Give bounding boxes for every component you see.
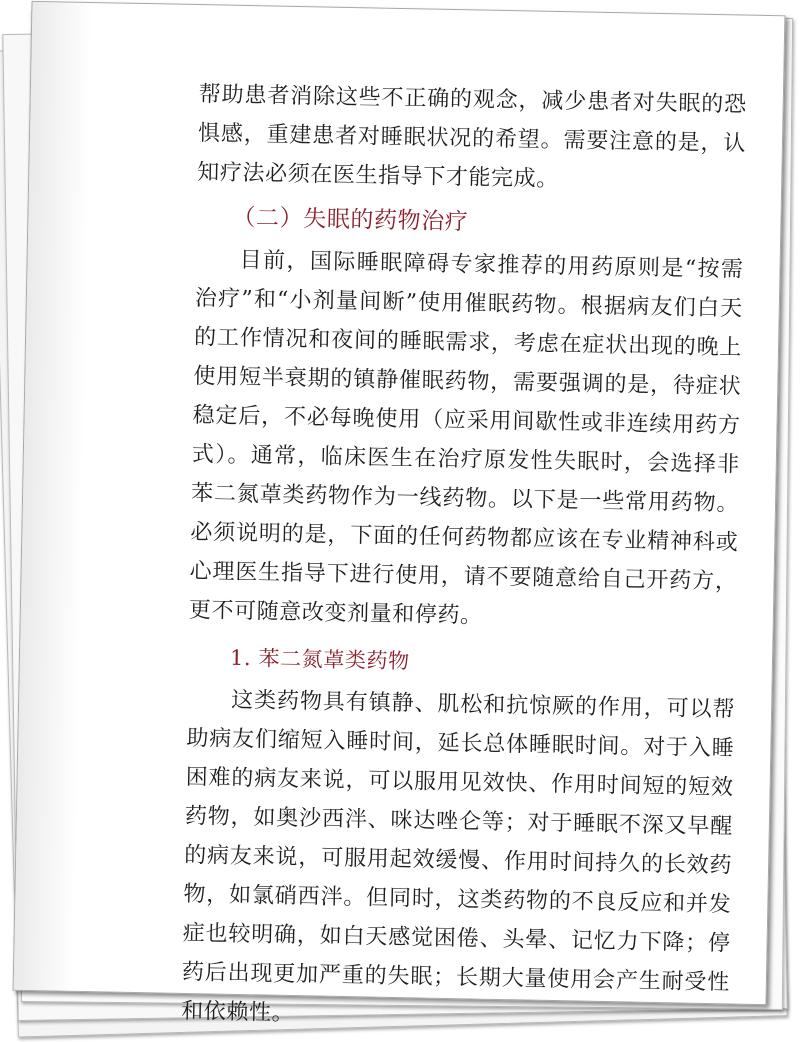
section-heading: （二）失眠的药物治疗	[232, 204, 469, 236]
paragraph-benzodiazepines: 这类药物具有镇静、肌松和抗惊厥的作用，可以帮助病友们缩短入睡时间，延长总体睡眠时间。对于入睡困难的病友来说，可以服用见效快、作用时间短的短效药物，如奥沙西泮、咪达唑仑等；对于睡眠不深又早醒的病友来说，可服用起效缓慢、作用时间持久的长效药物，如氯硝西泮。但同时，这类药物的不良反应和并发症也较明确，如白天感觉困倦、头晕、记忆力下降；停药后出现更加严重的失眠；长期大量使用会产生耐受性和依赖性。	[180, 687, 736, 1027]
page-content	[181, 75, 747, 1041]
book-page	[13, 1, 786, 1027]
subsection-heading: 1. 苯二氮䓬类药物	[229, 645, 410, 674]
paragraph-medication-principles: 目前，国际睡眠障碍专家推荐的用药原则是“按需治疗”和“小剂量间断”使用催眠药物。根据病友们白天的工作情况和夜间的睡眠需求，考虑在症状出现的晚上使用短半衰期的镇静催眠药物，需要强调的是，待症状稳定后，不必每晚使用（应采用间歇性或非连续用药方式）。通常，临床医生在治疗原发性失眠时，会选择非苯二氮䓬类药物作为一线药物。以下是一些常用药物。必须说明的是，下面的任何药物都应该在专业精神科或心理医生指导下进行使用，请不要随意给自己开药方，更不可随意改变剂量和停药。	[188, 247, 744, 629]
paragraph-cognitive-therapy: 帮助患者消除这些不正确的观念，减少患者对失眠的恐惧感，重建患者对睡眠状况的希望。需要注意的是，认知疗法必须在医生指导下才能完成。	[197, 82, 747, 193]
